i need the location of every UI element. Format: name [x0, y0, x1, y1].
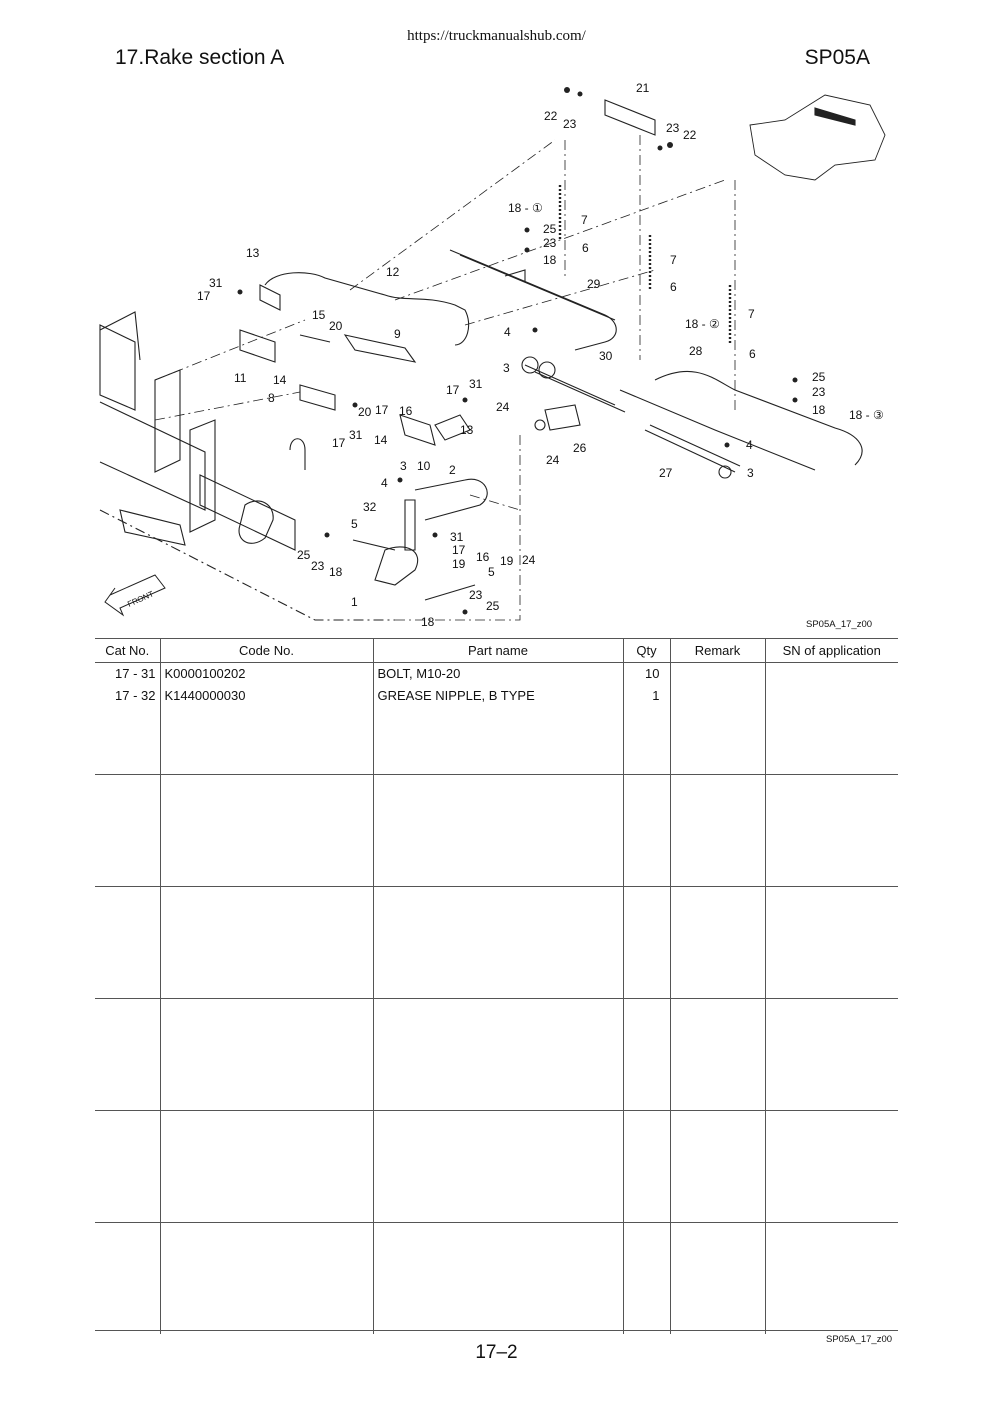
callout-text: 5 [488, 565, 495, 579]
callout-text: 19 [500, 554, 514, 568]
table-row [95, 663, 898, 775]
remark [675, 663, 761, 685]
callout-text: 3 [747, 466, 754, 480]
callout-text: 3 [503, 361, 510, 375]
pin-4c [725, 443, 730, 448]
callout-text: 12 [386, 265, 400, 279]
section-code: SP05A [804, 46, 870, 69]
callout-text: 22 [683, 128, 697, 142]
pin-4 [398, 478, 403, 483]
callout-text: 27 [659, 466, 673, 480]
front-arrow-shape [105, 575, 165, 615]
strip-5b [425, 585, 475, 600]
table-row-empty [95, 999, 898, 1111]
callout-text: 23 [543, 236, 557, 250]
callout-text: 17 [375, 403, 389, 417]
guide-10 [155, 392, 300, 420]
bolt-22a [564, 87, 570, 93]
frame-post [155, 370, 180, 472]
callout-text: 31 [209, 276, 223, 290]
callout-text: 23 [469, 588, 483, 602]
callout-text: 31 [349, 428, 363, 442]
callout-text: 24 [546, 453, 560, 467]
qty: 10 [645, 666, 660, 681]
callout-text: 25 [543, 222, 557, 236]
rake-frame-29 [450, 250, 616, 350]
front-arrow-label: FRONT [126, 589, 155, 609]
bracket-21 [605, 100, 655, 135]
callout-text: 21 [636, 81, 650, 95]
inset-highlight [815, 108, 855, 125]
washer-24 [535, 420, 545, 430]
strip-5a [353, 540, 395, 550]
callout-text: 7 [748, 307, 755, 321]
cat-no-cell [95, 663, 160, 775]
callout-text: 1 [351, 595, 358, 609]
callout-text: 14 [273, 373, 287, 387]
bolt-25a [525, 228, 530, 233]
callout-text: 24 [522, 553, 536, 567]
callout-text: 10 [417, 459, 431, 473]
bolt-31b [463, 398, 468, 403]
callout-text: 23 [563, 117, 577, 131]
arm-9 [345, 335, 415, 362]
callout-text: 9 [394, 327, 401, 341]
column-header-part-name: Part name [373, 639, 623, 663]
guide-9 [155, 320, 305, 380]
callout-text: 18 - ② [685, 317, 720, 331]
callout-text: 23 [311, 559, 325, 573]
cat-no: 17 - 31 [115, 666, 156, 681]
washer-18a [525, 248, 530, 253]
base-1 [375, 547, 418, 585]
bolt-15 [300, 335, 330, 342]
sn-of-application [770, 685, 895, 707]
callout-text: 26 [573, 441, 587, 455]
bolt-31a [238, 290, 243, 295]
qty-cell [623, 663, 670, 775]
arm-2 [415, 479, 487, 520]
callout-text: 18 [421, 615, 435, 629]
code-no: K1440000030 [164, 688, 246, 703]
callout-text: 32 [363, 500, 377, 514]
post-2 [405, 500, 415, 550]
source-url[interactable]: https://truckmanualshub.com/ [407, 28, 586, 44]
footer-rule [95, 1330, 898, 1331]
callout-text: 18 [812, 403, 826, 417]
bushing-3 [522, 357, 538, 373]
callout-text: 17 [332, 436, 346, 450]
frame-rail [100, 402, 205, 510]
cat-no: 17 - 32 [115, 688, 156, 703]
page-number: 17–2 [475, 1342, 518, 1363]
callout-text: 3 [400, 459, 407, 473]
plate-13 [260, 285, 280, 310]
plate-8 [300, 385, 335, 410]
column-header-remark: Remark [670, 639, 765, 663]
callout-text: 28 [689, 344, 703, 358]
column-header-code-no: Code No. [160, 639, 373, 663]
callout-text: 15 [312, 308, 326, 322]
exploded-parts-diagram [95, 80, 900, 635]
bolt-31c [353, 403, 358, 408]
callout-text: 4 [746, 438, 753, 452]
part-name: BOLT, M10-20 [377, 666, 461, 681]
callout-text: 16 [399, 404, 413, 418]
column-header-sn-of-application: SN of application [765, 639, 898, 663]
table-row-empty [95, 1111, 898, 1223]
pin-4b [533, 328, 538, 333]
table-row-empty [95, 1223, 898, 1335]
bolt-22b [667, 142, 673, 148]
frame-plate-left [100, 325, 135, 410]
callout-text: 18 [329, 565, 343, 579]
guide-7 [395, 435, 520, 620]
callout-text: 31 [469, 377, 483, 391]
remark-cell [670, 663, 765, 775]
callout-text: 4 [381, 476, 388, 490]
bushing-3b [539, 362, 555, 378]
bracket-11 [240, 330, 275, 362]
callout-text: 31 [450, 530, 464, 544]
bolt-25c [325, 533, 330, 538]
code-no: K0000100202 [164, 666, 246, 681]
sn-of-application [770, 663, 895, 685]
table-header-row [95, 639, 898, 663]
bolt-25d [463, 610, 468, 615]
figure-id: SP05A_17_z00 [806, 619, 873, 630]
parts-table [95, 638, 898, 1334]
column-header-qty: Qty [623, 639, 670, 663]
callout-text: 7 [670, 253, 677, 267]
callout-text: 17 [446, 383, 460, 397]
callout-text: 22 [544, 109, 558, 123]
callout-text: 25 [297, 548, 311, 562]
callout-text: 13 [246, 246, 260, 260]
callout-text: 30 [599, 349, 613, 363]
part-name: GREASE NIPPLE, B TYPE [377, 688, 535, 703]
callout-text: 2 [449, 463, 456, 477]
callout-text: 5 [351, 517, 358, 531]
callout-text: 6 [582, 241, 589, 255]
callout-text: 8 [268, 391, 275, 405]
callout-text: 29 [587, 277, 601, 291]
washer-23a [578, 92, 583, 97]
washer-18b [793, 398, 798, 403]
shaft-30 [525, 365, 615, 405]
frame-beam [200, 475, 295, 550]
callout-text: 18 - ③ [849, 408, 884, 422]
column-header-cat-no: Cat No. [95, 639, 160, 663]
callout-text: 14 [374, 433, 388, 447]
sn-cell [765, 663, 898, 775]
callout-text: 6 [670, 280, 677, 294]
callout-text: 19 [452, 557, 466, 571]
callout-text: 11 [234, 371, 247, 385]
callout-text: 20 [358, 405, 372, 419]
part-name-cell [373, 663, 623, 775]
qty: 1 [652, 688, 660, 703]
callout-text: 18 [543, 253, 557, 267]
frame-bracket [100, 312, 140, 360]
footer-figure-id: SP05A_17_z00 [826, 1334, 893, 1345]
rake-bar-12 [265, 273, 469, 345]
frame-28-front [620, 390, 815, 470]
section-title: 17.Rake section A [115, 46, 285, 69]
guide-8 [470, 495, 520, 510]
callout-text: 24 [496, 400, 510, 414]
callout-text: 23 [812, 385, 826, 399]
plate-10 [400, 415, 435, 445]
callout-text: 6 [749, 347, 756, 361]
u-bolt [290, 439, 305, 470]
callout-text: 20 [329, 319, 343, 333]
inset-view [750, 95, 885, 180]
bolt-31d [433, 533, 438, 538]
callout-text: 25 [812, 370, 826, 384]
callout-text: 17 [452, 543, 466, 557]
table-row-empty [95, 887, 898, 999]
remark [675, 685, 761, 707]
callout-text: 17 [197, 289, 211, 303]
code-no-cell [160, 663, 373, 775]
callout-text: 4 [504, 325, 511, 339]
frame-foot-plate [120, 510, 185, 545]
bolt-25b [793, 378, 798, 383]
washer-23b [658, 146, 663, 151]
table-row-empty [95, 775, 898, 887]
bracket-26 [545, 405, 580, 430]
parts-diagram-svg [95, 80, 900, 635]
callout-text: 16 [476, 550, 490, 564]
callout-text: 25 [486, 599, 500, 613]
callout-text: 7 [581, 213, 588, 227]
guide-1 [350, 140, 555, 290]
callout-text: 18 - ① [508, 201, 543, 215]
callout-text: 13 [460, 423, 474, 437]
callout-text: 23 [666, 121, 680, 135]
